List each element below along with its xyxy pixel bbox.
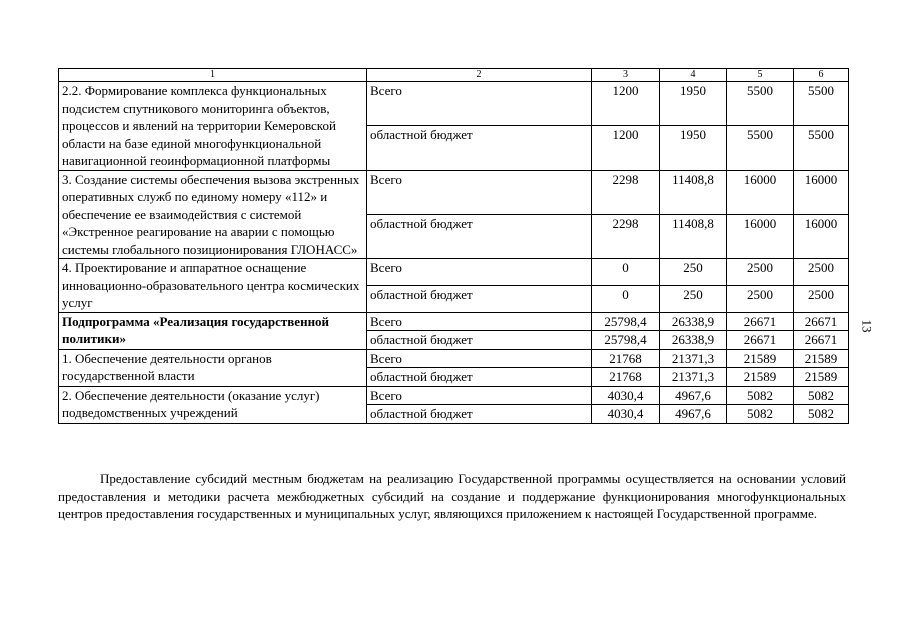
table-row	[59, 259, 849, 286]
value-cell-v3: 0	[592, 259, 660, 286]
value-cell-v4: 21371,3	[660, 349, 727, 368]
value-cell-v4: 11408,8	[660, 214, 727, 258]
funding-source-cell: областной бюджет	[367, 368, 592, 387]
value-cell-v4: 4967,6	[660, 405, 727, 424]
value-cell-v6: 5082	[794, 386, 849, 405]
table-header-row	[59, 69, 849, 82]
value-cell-v5: 5082	[727, 405, 794, 424]
item-name-cell: 2. Обеспечение деятельности (оказание услуг) подведомственных учреждений	[59, 386, 367, 423]
value-cell-v5: 16000	[727, 170, 794, 214]
funding-source-cell: Всего	[367, 82, 592, 126]
value-cell-v5: 2500	[727, 285, 794, 312]
value-cell-v3: 25798,4	[592, 331, 660, 350]
value-cell-v3: 0	[592, 285, 660, 312]
value-cell-v3: 4030,4	[592, 386, 660, 405]
header-cell: 1	[59, 69, 367, 82]
header-cell: 3	[592, 69, 660, 82]
funding-source-cell: Всего	[367, 386, 592, 405]
value-cell-v6: 16000	[794, 214, 849, 258]
value-cell-v5: 26671	[727, 331, 794, 350]
value-cell-v5: 16000	[727, 214, 794, 258]
value-cell-v4: 4967,6	[660, 386, 727, 405]
value-cell-v3: 4030,4	[592, 405, 660, 424]
value-cell-v5: 5500	[727, 82, 794, 126]
value-cell-v5: 2500	[727, 259, 794, 286]
value-cell-v3: 1200	[592, 82, 660, 126]
value-cell-v6: 5500	[794, 126, 849, 170]
item-name-cell: 3. Создание системы обеспечения вызова экстренных оперативных служб по единому номеру «112» и обеспечение ее взаимодействия с системой «Экстренное реагирование на аварии с помощью системы глобального позиционирования ГЛОНАСС»	[59, 170, 367, 259]
header-cell: 4	[660, 69, 727, 82]
value-cell-v5: 26671	[727, 312, 794, 331]
value-cell-v6: 26671	[794, 331, 849, 350]
table-row	[59, 386, 849, 405]
body-paragraph: Предоставление субсидий местным бюджетам на реализацию Государственной программы осуществляется на основании условий предоставления и методики расчета межбюджетных субсидий на создание и поддержание функционирования многофункциональных центров предоставления государственных и муниципальных услуг, являющихся приложением к настоящей Государственной программе.	[58, 471, 846, 521]
value-cell-v3: 2298	[592, 214, 660, 258]
funding-source-cell: Всего	[367, 349, 592, 368]
funding-source-cell: областной бюджет	[367, 285, 592, 312]
funding-source-cell: областной бюджет	[367, 214, 592, 258]
value-cell-v5: 21589	[727, 368, 794, 387]
value-cell-v6: 26671	[794, 312, 849, 331]
table-row	[59, 170, 849, 214]
value-cell-v3: 21768	[592, 368, 660, 387]
value-cell-v6: 2500	[794, 285, 849, 312]
item-name-cell: 4. Проектирование и аппаратное оснащение инновационно-образовательного центра космических услуг	[59, 259, 367, 313]
value-cell-v3: 2298	[592, 170, 660, 214]
header-cell: 2	[367, 69, 592, 82]
table-row	[59, 82, 849, 126]
value-cell-v4: 250	[660, 285, 727, 312]
value-cell-v4: 250	[660, 259, 727, 286]
value-cell-v3: 21768	[592, 349, 660, 368]
item-name-cell: 2.2. Формирование комплекса функциональных подсистем спутникового мониторинга объектов, процессов и явлений на территории Кемеровской области на базе единой многофункциональной навигационной геоинформационной платформы	[59, 82, 367, 171]
funding-source-cell: Всего	[367, 259, 592, 286]
budget-table	[58, 68, 849, 424]
value-cell-v6: 5500	[794, 82, 849, 126]
value-cell-v4: 26338,9	[660, 312, 727, 331]
value-cell-v4: 26338,9	[660, 331, 727, 350]
funding-source-cell: Всего	[367, 312, 592, 331]
value-cell-v5: 5082	[727, 386, 794, 405]
value-cell-v6: 2500	[794, 259, 849, 286]
value-cell-v4: 1950	[660, 82, 727, 126]
header-cell: 6	[794, 69, 849, 82]
item-name-cell: Подпрограмма «Реализация государственной политики»	[59, 312, 367, 349]
funding-source-cell: областной бюджет	[367, 405, 592, 424]
value-cell-v4: 21371,3	[660, 368, 727, 387]
budget-table-wrapper	[58, 68, 848, 424]
value-cell-v5: 5500	[727, 126, 794, 170]
value-cell-v3: 25798,4	[592, 312, 660, 331]
value-cell-v4: 1950	[660, 126, 727, 170]
value-cell-v4: 11408,8	[660, 170, 727, 214]
item-name-cell: 1. Обеспечение деятельности органов государственной власти	[59, 349, 367, 386]
funding-source-cell: Всего	[367, 170, 592, 214]
header-cell: 5	[727, 69, 794, 82]
page-number: 13	[859, 319, 875, 333]
value-cell-v6: 16000	[794, 170, 849, 214]
value-cell-v3: 1200	[592, 126, 660, 170]
funding-source-cell: областной бюджет	[367, 126, 592, 170]
table-body	[59, 69, 849, 424]
value-cell-v6: 21589	[794, 368, 849, 387]
value-cell-v6: 5082	[794, 405, 849, 424]
value-cell-v5: 21589	[727, 349, 794, 368]
value-cell-v6: 21589	[794, 349, 849, 368]
table-row	[59, 312, 849, 331]
table-row	[59, 349, 849, 368]
funding-source-cell: областной бюджет	[367, 331, 592, 350]
